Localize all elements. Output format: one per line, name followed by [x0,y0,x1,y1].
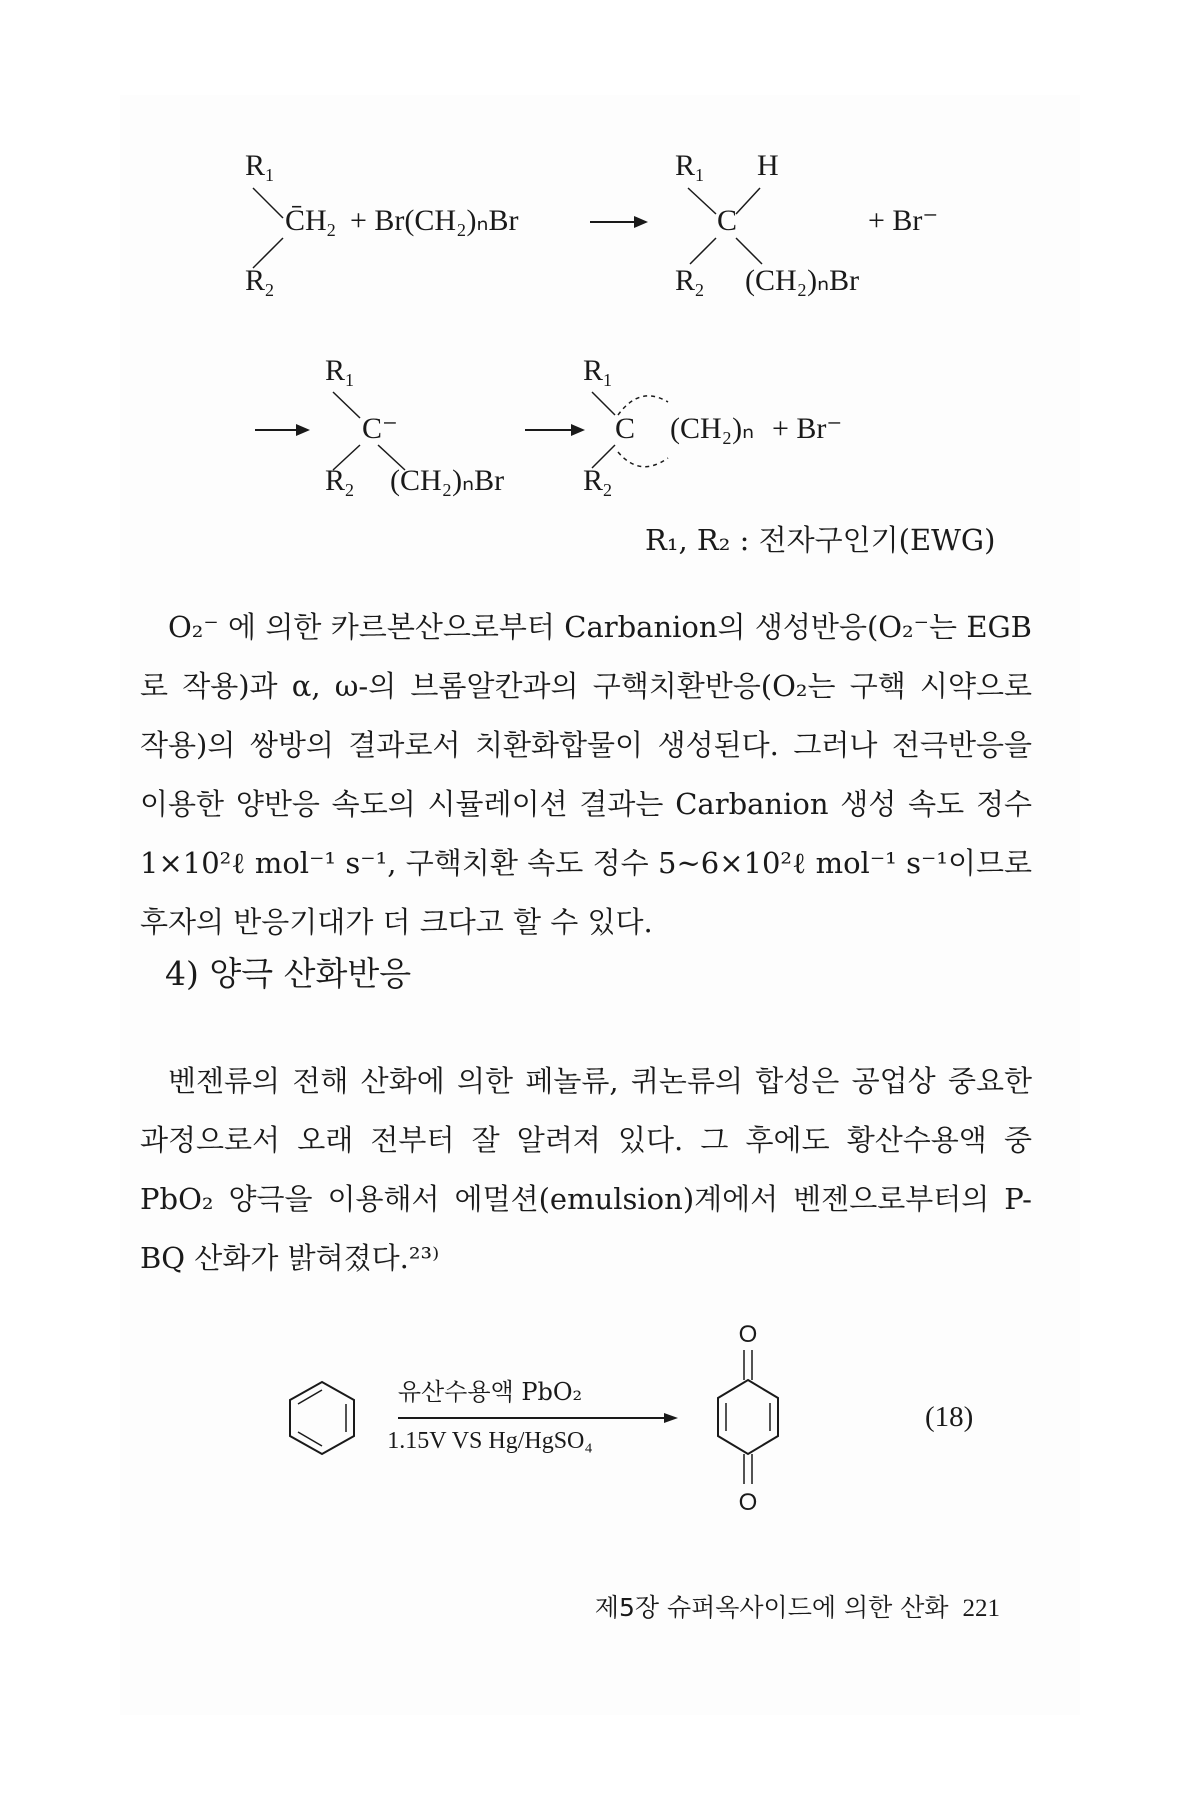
intermediate-r1-label: $R_1$ [325,354,355,390]
chapter-title: 제5장 슈퍼옥사이드에 의한 산화 [594,1593,949,1622]
r1-label: $R_1$ [245,149,275,185]
product-r1-label: $R_1$ [675,149,705,185]
ewg-note: R₁, R₂ : 전자구인기(EWG) [645,523,996,557]
intermediate-chain: (CH₂)ₙBr [390,464,505,497]
product-center-carbon: C [717,204,738,237]
product-h-label: H [757,149,779,182]
section-heading: 4) 양극 산화반응 [165,954,412,993]
paragraph-carbanion: O₂⁻ 에 의한 카르본산으로부터 Carbanion의 생성반응(O₂⁻는 EGB로 작용)과 α, ω-의 브롬알칸과의 구핵치환반응(O₂는 구핵 시약으로 작용)의 쌍방의 결과로서 치환화합물이 생성된다. 그러나 전극반응을 이용한 양반응 속도의 시뮬레이션 결과는 Carbanion 생성 속도 정수 1×10²ℓ mol⁻¹ s⁻¹, 구핵치환 속도 정수 5~6×10²ℓ mol⁻¹ s⁻¹이므로 후자의 반응기대가 더 크다고 할 수 있다. [140,610,1032,939]
paragraph-anodic-oxidation: 벤젠류의 전해 산화에 의한 페놀류, 퀴논류의 합성은 공업상 중요한 과정으로서 오래 전부터 잘 알려져 있다. 그 후에도 황산수용액 중 PbO₂ 양극을 이용해서 에멀션(emulsion)계에서 벤젠으로부터의 P-BQ 산화가 밝혀졌다.²³⁾ [140,1064,1032,1275]
product-r2-label: $R_2$ [675,264,705,300]
page-number: 221 [962,1595,1000,1622]
bromide-byproduct-2: + Br⁻ [772,412,843,445]
oxygen-bottom: O [738,1489,758,1516]
page-footer [595,1588,1000,1624]
p-benzoquinone [718,1321,778,1516]
equation-number: (18) [925,1401,974,1433]
intermediate-r2-label: $R_2$ [325,464,355,500]
reaction-18 [0,1318,1200,1518]
cyclic-product-center: C [615,412,636,445]
cyclic-product-ring: (CH₂)ₙ [670,412,755,445]
bromide-byproduct: + Br⁻ [868,204,939,237]
dibromoalkane-reagent: + Br(CH₂)ₙBr [350,204,519,237]
cyclic-product-r2-label: $R_2$ [583,464,613,500]
reaction-scheme-2 [0,340,1200,610]
condition-bottom: 1.15V VS Hg/HgSO₄ [387,1428,593,1454]
r2-label: $R_2$ [245,264,275,300]
condition-top: 유산수용액 PbO₂ [397,1378,583,1406]
intermediate-carbanion: C⁻ [362,412,398,445]
benzene-ring [290,1382,354,1454]
product-chain: (CH₂)ₙBr [745,264,860,297]
cyclic-product-r1-label: $R_1$ [583,354,613,390]
oxygen-top: O [738,1321,758,1348]
carbanion-center: $C̄H_2$ [285,204,336,240]
